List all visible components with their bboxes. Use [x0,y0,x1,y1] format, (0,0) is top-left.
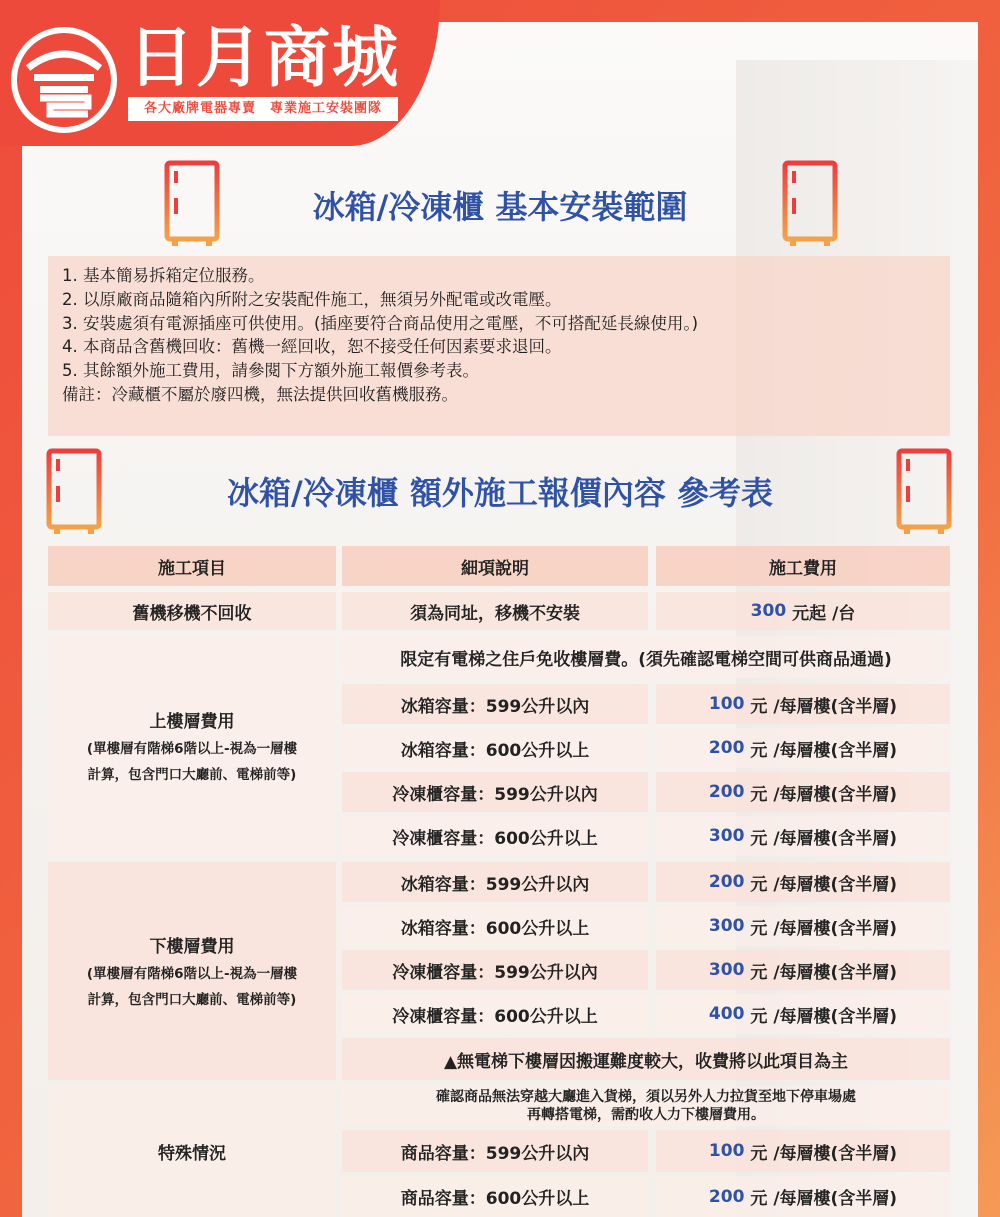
table-cell-price [656,772,950,812]
table-cell-desc: 商品容量：600公升以上 [342,1176,648,1217]
table-cell-price [656,1130,950,1172]
table-cell-price [656,684,950,724]
list-item: 1. 基本簡易拆箱定位服務。 [62,266,265,285]
table-cell-desc: 冰箱容量：600公升以上 [342,906,648,946]
price-number: 300 [708,960,745,980]
downstairs-note-1: (單樓層有階梯6階以上-視為一層樓 [86,965,298,982]
table-cell-desc: 冷凍櫃容量：599公升以內 [342,772,648,812]
price-unit: 元 /每層樓(含半層) [750,740,898,761]
list-item: 5. 其餘額外施工費用，請參閱下方額外施工報價參考表。 [62,361,479,381]
fridge-icon [46,448,102,536]
special-note [342,1086,950,1126]
table-cell-desc: 須為同址，移機不安裝 [342,592,648,630]
downstairs-title: 下樓層費用 [149,936,235,957]
table-header-price: 施工費用 [656,546,950,586]
table-cell-desc: 冷凍櫃容量：600公升以上 [342,994,648,1034]
price-number: 400 [708,1004,745,1024]
price-unit: 元 /每層樓(含半層) [750,962,898,983]
table-cell-desc: 冰箱容量：599公升以內 [342,862,648,902]
price-unit: 元 /每層樓(含半層) [750,696,898,717]
elevator-note: 限定有電梯之住戶免收樓層費。(須先確認電梯空間可供商品通過) [342,636,950,678]
table-cell-item: 舊機移機不回收 [48,592,336,630]
price-unit: 元 /每層樓(含半層) [750,1189,898,1209]
logo-icon [10,26,118,134]
price-number: 200 [708,738,745,758]
price-number: 300 [708,916,745,936]
list-item: 4. 本商品含舊機回收：舊機一經回收，恕不接受任何因素要求退回。 [62,337,562,357]
table-cell-price [656,994,950,1034]
price-unit: 元 /每層樓(含半層) [750,1143,898,1164]
table-header-desc: 細項說明 [342,546,648,586]
special-label: 特殊情況 [48,1086,336,1217]
price-number: 300 [750,601,787,621]
upstairs-title: 上樓層費用 [149,711,235,732]
table-cell-desc: 冰箱容量：599公升以內 [342,684,648,724]
downstairs-note-2: 計算，包含門口大廳前、電梯前等) [87,991,297,1008]
price-unit: 元 /每層樓(含半層) [750,918,898,939]
table-header-item: 施工項目 [48,546,336,586]
price-number: 200 [708,1186,745,1207]
table-cell-price [656,906,950,946]
table-cell-desc: 冷凍櫃容量：600公升以上 [342,816,648,856]
table-cell-desc: 冰箱容量：600公升以上 [342,728,648,768]
price-unit: 元 /每層樓(含半層) [750,1006,898,1027]
list-item-remark: 備註：冷藏櫃不屬於廢四機，無法提供回收舊機服務。 [62,384,458,404]
price-number: 300 [708,826,745,846]
table-cell-price [656,728,950,768]
price-unit: 元 /每層樓(含半層) [750,828,898,849]
price-number: 200 [708,782,745,802]
table-cell-desc: 冷凍櫃容量：599公升以內 [342,950,648,990]
upstairs-note-2: 計算，包含門口大廳前、電梯前等) [87,766,297,783]
table-cell-price [656,592,950,630]
fridge-icon [896,448,952,536]
section-title-extra: 冰箱/冷凍櫃 額外施工報價內容 參考表 [227,474,773,512]
table-cell-desc: 商品容量：599公升以內 [342,1130,648,1172]
special-note-2: 再轉搭電梯，需酌收人力下樓層費用。 [527,1107,765,1123]
price-unit: 元 /每層樓(含半層) [750,784,898,805]
upstairs-note-1: (單樓層有階梯6階以上-視為一層樓 [86,740,298,757]
price-unit: 元起 /台 [792,603,856,624]
basic-installation-list [48,256,950,436]
fridge-icon [782,160,838,248]
brand-name: 日月商城 [128,19,400,96]
price-number: 200 [708,872,745,892]
table-cell-price [656,1176,950,1217]
brand-tagline: 各大廠牌電器專賣 專業施工安裝團隊 [128,97,398,121]
price-number: 100 [708,694,745,714]
downstairs-label [48,862,336,1080]
table-cell-price [656,816,950,856]
table-cell-price [656,950,950,990]
list-item: 2. 以原廠商品隨箱內所附之安裝配件施工，無須另外配電或改電壓。 [62,289,562,309]
list-item: 3. 安裝處須有電源插座可供使用。(插座要符合商品使用之電壓，不可搭配延長線使用。) [62,313,699,333]
upstairs-label [48,636,336,856]
section-title-basic: 冰箱/冷凍櫃 基本安裝範圍 [312,188,688,226]
special-note-1: 確認商品無法穿越大廳進入貨梯，須以另外人力拉貨至地下停車場處 [436,1089,856,1105]
fridge-icon [164,160,220,248]
table-cell-price [656,862,950,902]
downstairs-footnote: ▲無電梯下樓層因搬運難度較大，收費將以此項目為主 [342,1038,950,1080]
price-unit: 元 /每層樓(含半層) [750,874,898,895]
price-number: 100 [708,1141,745,1161]
